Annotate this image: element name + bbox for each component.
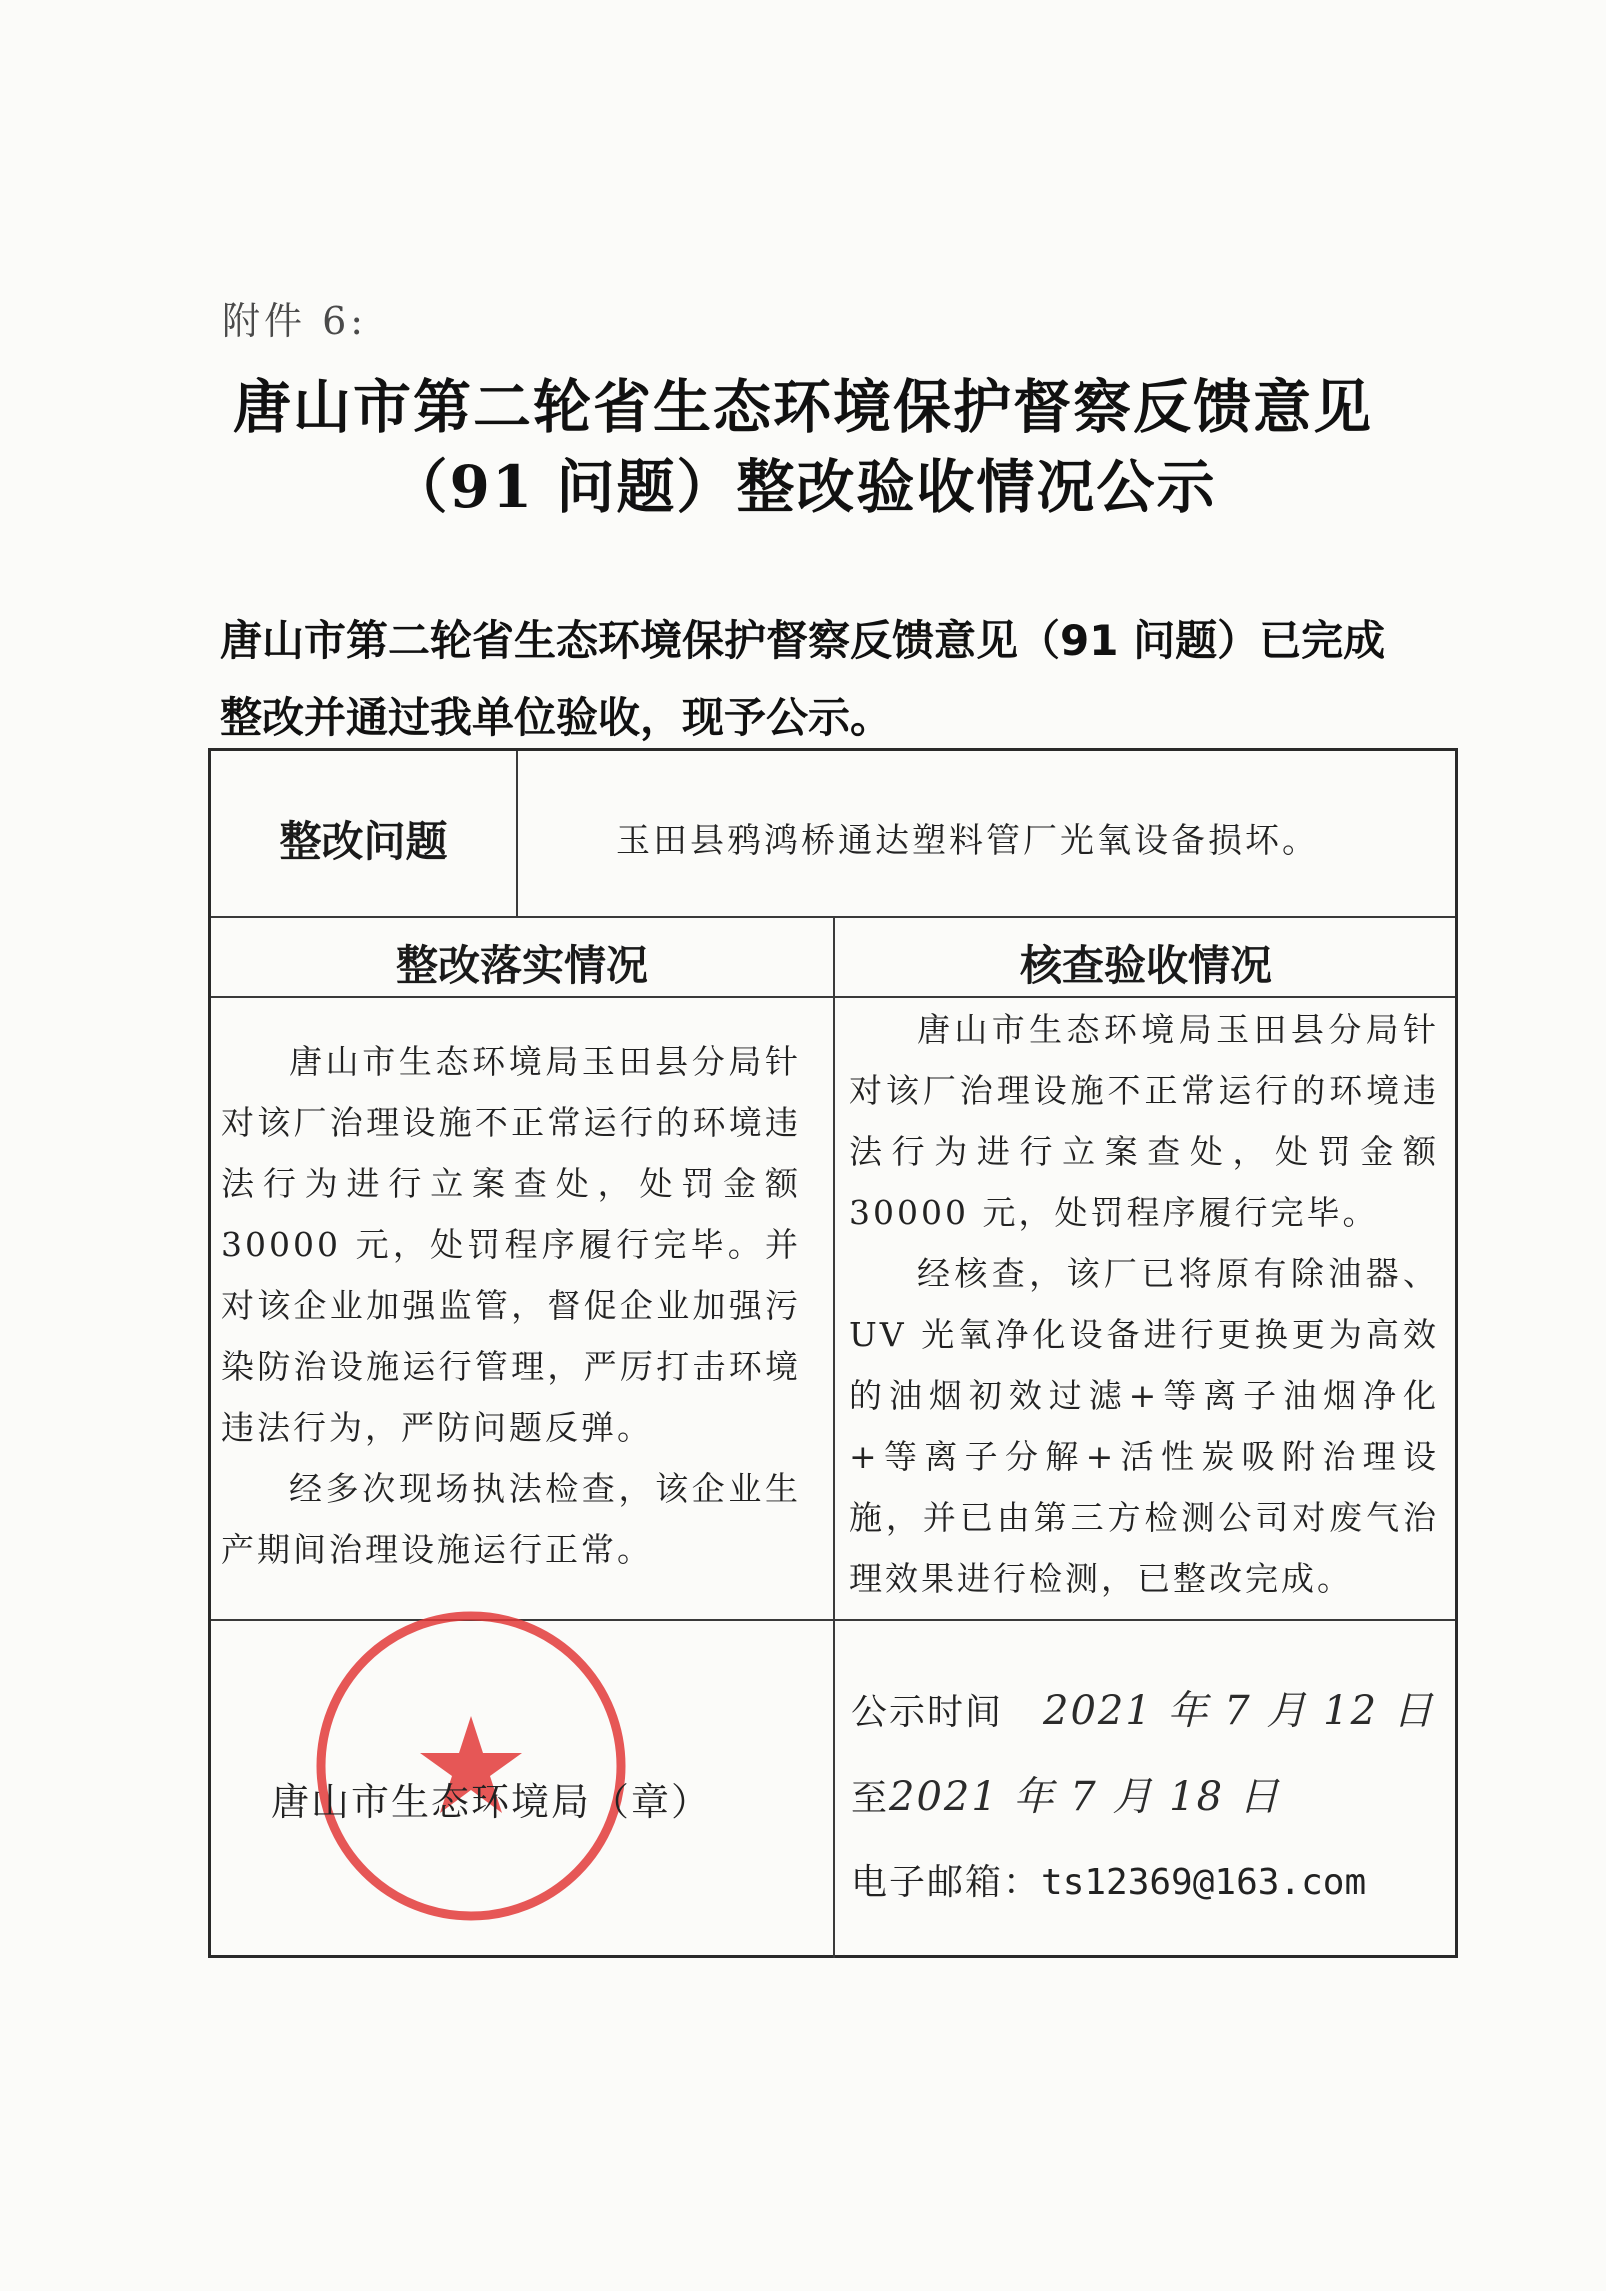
publication-info <box>851 1669 1435 1925</box>
rectification-table <box>208 748 1458 1958</box>
intro-line-1: 唐山市第二轮省生态环境保护督察反馈意见（91 问题）已完成 <box>220 616 1386 665</box>
email-label: 电子邮箱： <box>851 1862 1042 1903</box>
attachment-label: 附件 6: <box>222 299 368 343</box>
implementation-paragraph-1: 唐山市生态环境局玉田县分局针对该厂治理设施不正常运行的环境违法行为进行立案查处，处罚金额 30000 元，处罚程序履行完毕。并对该企业加强监管，督促企业加强污染防治设施运行管理，严厉打击环境违法行为，严防问题反弹。 <box>221 1042 801 1447</box>
publication-time-row <box>851 1669 1435 1755</box>
verification-paragraph-1: 唐山市生态环境局玉田县分局针对该厂治理设施不正常运行的环境违法行为进行立案查处，处罚金额 30000 元，处罚程序履行完毕。 <box>849 1010 1439 1232</box>
intro-line-2: 整改并通过我单位验收，现予公示。 <box>220 693 893 742</box>
issue-text: 玉田县鸦鸿桥通达塑料管厂光氧设备损坏。 <box>616 821 1319 861</box>
publication-end-row <box>851 1755 1435 1841</box>
document-title-line-1: 唐山市第二轮省生态环境保护督察反馈意见 <box>232 373 1373 441</box>
intro-statement <box>220 602 1470 756</box>
issuing-authority: 唐山市生态环境局（章） <box>271 1780 712 1824</box>
implementation-details <box>221 1031 801 1580</box>
verification-header: 核查验收情况 <box>1019 941 1272 990</box>
implementation-paragraph-2: 经多次现场执法检查，该企业生产期间治理设施运行正常。 <box>221 1469 801 1569</box>
publication-time-label: 公示时间 <box>851 1692 1004 1733</box>
document-title-line-2: （91 问题）整改验收情况公示 <box>389 453 1217 521</box>
column-divider <box>833 916 835 1958</box>
verification-details <box>849 999 1439 1609</box>
official-seal <box>306 1601 636 1931</box>
column-divider <box>516 751 518 916</box>
publication-start-date: 2021 年 7 月 12 日 <box>1043 1688 1435 1734</box>
publication-end-date: 2021 年 7 月 18 日 <box>889 1774 1281 1820</box>
email-row <box>851 1841 1435 1925</box>
implementation-header: 整改落实情况 <box>395 941 648 990</box>
email-value[interactable]: ts12369@163.com <box>1041 1862 1367 1903</box>
verification-paragraph-2: 经核查，该厂已将原有除油器、UV 光氧净化设备进行更换更为高效的油烟初效过滤+等离子油烟净化+等离子分解+活性炭吸附治理设施，并已由第三方检测公司对废气治理效果进行检测，已整改完成。 <box>849 1254 1439 1598</box>
issue-label: 整改问题 <box>279 817 448 866</box>
publication-to-label: 至 <box>851 1778 890 1819</box>
